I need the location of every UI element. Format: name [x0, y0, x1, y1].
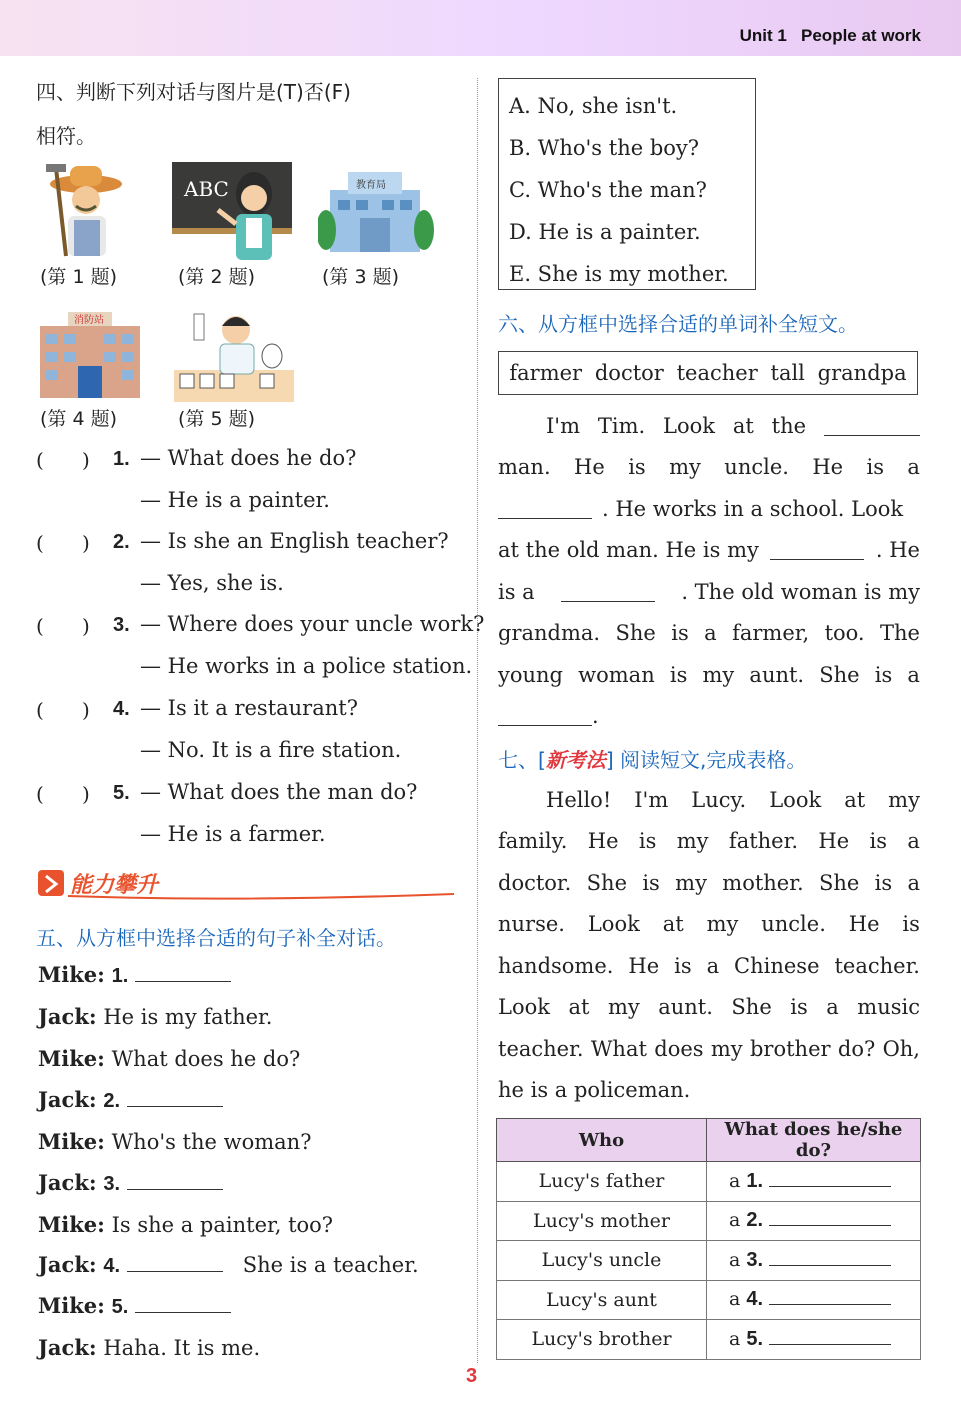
table-row: [497, 1201, 921, 1241]
unit-title: Unit 1 People at work: [739, 26, 921, 45]
dialog-line: Mike: Who's the woman?: [38, 1129, 312, 1154]
word-box: [498, 351, 918, 395]
caption-4: (第 4 题): [40, 408, 117, 430]
dialog-line: Mike: What does he do?: [38, 1046, 301, 1071]
answer-cell: a 5.: [707, 1320, 921, 1360]
answer-blank[interactable]: [127, 1252, 223, 1272]
passage-line: teacher. What does my brother do? Oh,: [498, 1036, 920, 1061]
dialog-line: Mike: Is she a painter, too?: [38, 1212, 334, 1237]
answer-blank[interactable]: [498, 499, 592, 519]
caption-3: (第 3 题): [322, 266, 399, 288]
table-row: [497, 1162, 921, 1202]
passage-line: grandma. She is a farmer, too. The: [498, 621, 920, 646]
passage-line: at the old man. He is my . He: [498, 538, 920, 563]
answer-blank[interactable]: [135, 1293, 231, 1313]
dialog-line: Jack: Haha. It is me.: [38, 1335, 261, 1360]
table-row: [497, 1280, 921, 1320]
answer-cell: a 4.: [707, 1280, 921, 1320]
answer-blank[interactable]: [561, 582, 655, 602]
passage-line: nurse. Look at my uncle. He is: [498, 912, 920, 937]
passage-line: doctor. She is my mother. She is a: [498, 870, 920, 895]
fire-station-sign: 消防站: [74, 315, 104, 326]
dialog-line: Jack: 2.: [38, 1087, 223, 1113]
passage-line: . He works in a school. Look: [498, 488, 920, 530]
answer-paren-2[interactable]: ( ): [36, 531, 90, 555]
q-number: 5.: [113, 782, 130, 804]
passage-line: he is a policeman.: [498, 1078, 691, 1103]
section7-title: 七、[新考法] 阅读短文,完成表格。: [498, 748, 807, 772]
table-cell: Lucy's brother: [497, 1320, 707, 1360]
word-option: farmer: [509, 361, 583, 385]
q-number: 4.: [113, 698, 130, 720]
passage-line: is a . The old woman is my: [498, 579, 920, 604]
caption-1: (第 1 题): [40, 266, 117, 288]
dialog-answer: — Yes, she is.: [140, 571, 284, 595]
section4-title: 四、判断下列对话与图片是(T)否(F): [36, 80, 351, 104]
dialog-line: Jack: He is my father.: [38, 1004, 273, 1029]
table-cell: Lucy's uncle: [497, 1241, 707, 1281]
q-number: 2.: [113, 531, 130, 553]
banner-icon: [38, 870, 64, 896]
dialog-line: Jack: 4. She is a teacher.: [38, 1252, 419, 1277]
word-option: doctor: [594, 361, 664, 385]
dialog-answer: — He works in a police station.: [140, 654, 473, 678]
caption-5: (第 5 题): [178, 408, 255, 430]
answer-blank[interactable]: [127, 1087, 223, 1107]
dialog-answer: — He is a painter.: [140, 488, 330, 512]
page-number: 3: [466, 1365, 478, 1387]
passage-line: Look at my aunt. She is a music: [498, 995, 920, 1020]
column-divider: [477, 78, 478, 1363]
dialog-line: Jack: 3.: [38, 1170, 223, 1196]
table-cell: Lucy's mother: [497, 1201, 707, 1241]
dialog-question: — Is she an English teacher?: [140, 529, 449, 553]
answer-blank[interactable]: [770, 540, 864, 560]
passage-line: young woman is my aunt. She is a: [498, 662, 920, 687]
option-b: B. Who's the boy?: [509, 136, 700, 160]
answer-cell: a 1.: [707, 1162, 921, 1202]
farmer-picture: [40, 162, 140, 262]
option-a: A. No, she isn't.: [509, 94, 678, 118]
table-row: [497, 1241, 921, 1281]
word-option: teacher: [676, 361, 758, 385]
passage-line: .: [498, 696, 920, 738]
answer-blank[interactable]: [824, 416, 920, 436]
fire-station-picture: [38, 308, 142, 400]
passage-line: man. He is my uncle. He is a: [498, 455, 920, 480]
answer-table: [496, 1118, 921, 1360]
blackboard-text: ABC: [184, 177, 229, 201]
dialog-answer: — He is a farmer.: [140, 822, 326, 846]
dialog-question: — What does he do?: [140, 446, 357, 470]
q-number: 3.: [113, 614, 130, 636]
answer-cell: a 3.: [707, 1241, 921, 1281]
passage-line: I'm Tim. Look at the: [498, 405, 920, 447]
table-cell: Lucy's father: [497, 1162, 707, 1202]
ability-banner: [38, 866, 456, 902]
answer-blank[interactable]: [769, 1289, 891, 1305]
passage-line: family. He is my father. He is a: [498, 829, 920, 854]
dialog-answer: — No. It is a fire station.: [140, 738, 402, 762]
passage-line: handsome. He is a Chinese teacher.: [498, 953, 920, 978]
table-cell: Lucy's aunt: [497, 1280, 707, 1320]
section6-passage: [498, 405, 920, 737]
answer-blank[interactable]: [127, 1170, 223, 1190]
word-option: tall: [770, 361, 805, 385]
table-header: Who: [497, 1119, 707, 1162]
table-header-row: [497, 1119, 921, 1162]
answer-paren-1[interactable]: ( ): [36, 448, 90, 472]
section6-title: 六、从方框中选择合适的单词补全短文。: [498, 312, 858, 336]
caption-2: (第 2 题): [178, 266, 255, 288]
answer-cell: a 2.: [707, 1201, 921, 1241]
answer-blank[interactable]: [769, 1329, 891, 1345]
dialog-question: — What does the man do?: [140, 780, 418, 804]
answer-paren-4[interactable]: ( ): [36, 698, 90, 722]
answer-paren-5[interactable]: ( ): [36, 782, 90, 806]
section7-passage: [498, 779, 920, 1111]
section5-title: 五、从方框中选择合适的句子补全对话。: [36, 926, 396, 950]
dialog-question: — Where does your uncle work?: [140, 612, 485, 636]
building-sign: 教育局: [356, 180, 386, 191]
dialog-line: Mike: 5.: [38, 1293, 231, 1319]
answer-paren-3[interactable]: ( ): [36, 614, 90, 638]
option-c: C. Who's the man?: [509, 178, 707, 202]
option-e: E. She is my mother.: [509, 262, 729, 286]
new-method-tag: 新考法: [545, 748, 606, 772]
ability-banner-text: 能力攀升: [70, 873, 159, 898]
answer-blank[interactable]: [498, 706, 592, 726]
answer-blank[interactable]: [769, 1171, 891, 1187]
teacher-picture: [172, 162, 294, 262]
dialog-question: — Is it a restaurant?: [140, 696, 358, 720]
table-row: [497, 1320, 921, 1360]
word-option: grandpa: [817, 361, 907, 385]
answer-blank[interactable]: [769, 1210, 891, 1226]
lab-worker-picture: [174, 308, 294, 402]
q-number: 1.: [113, 448, 130, 470]
table-header: What does he/she do?: [707, 1119, 921, 1162]
options-box: [498, 78, 756, 290]
option-d: D. He is a painter.: [509, 220, 701, 244]
section4-title-cont: 相符。: [36, 124, 96, 148]
dialog-line: Mike: 1.: [38, 962, 231, 988]
answer-blank[interactable]: [135, 962, 231, 982]
passage-line: Hello! I'm Lucy. Look at my: [546, 787, 920, 812]
education-bureau-picture: [318, 164, 434, 256]
answer-blank[interactable]: [769, 1250, 891, 1266]
